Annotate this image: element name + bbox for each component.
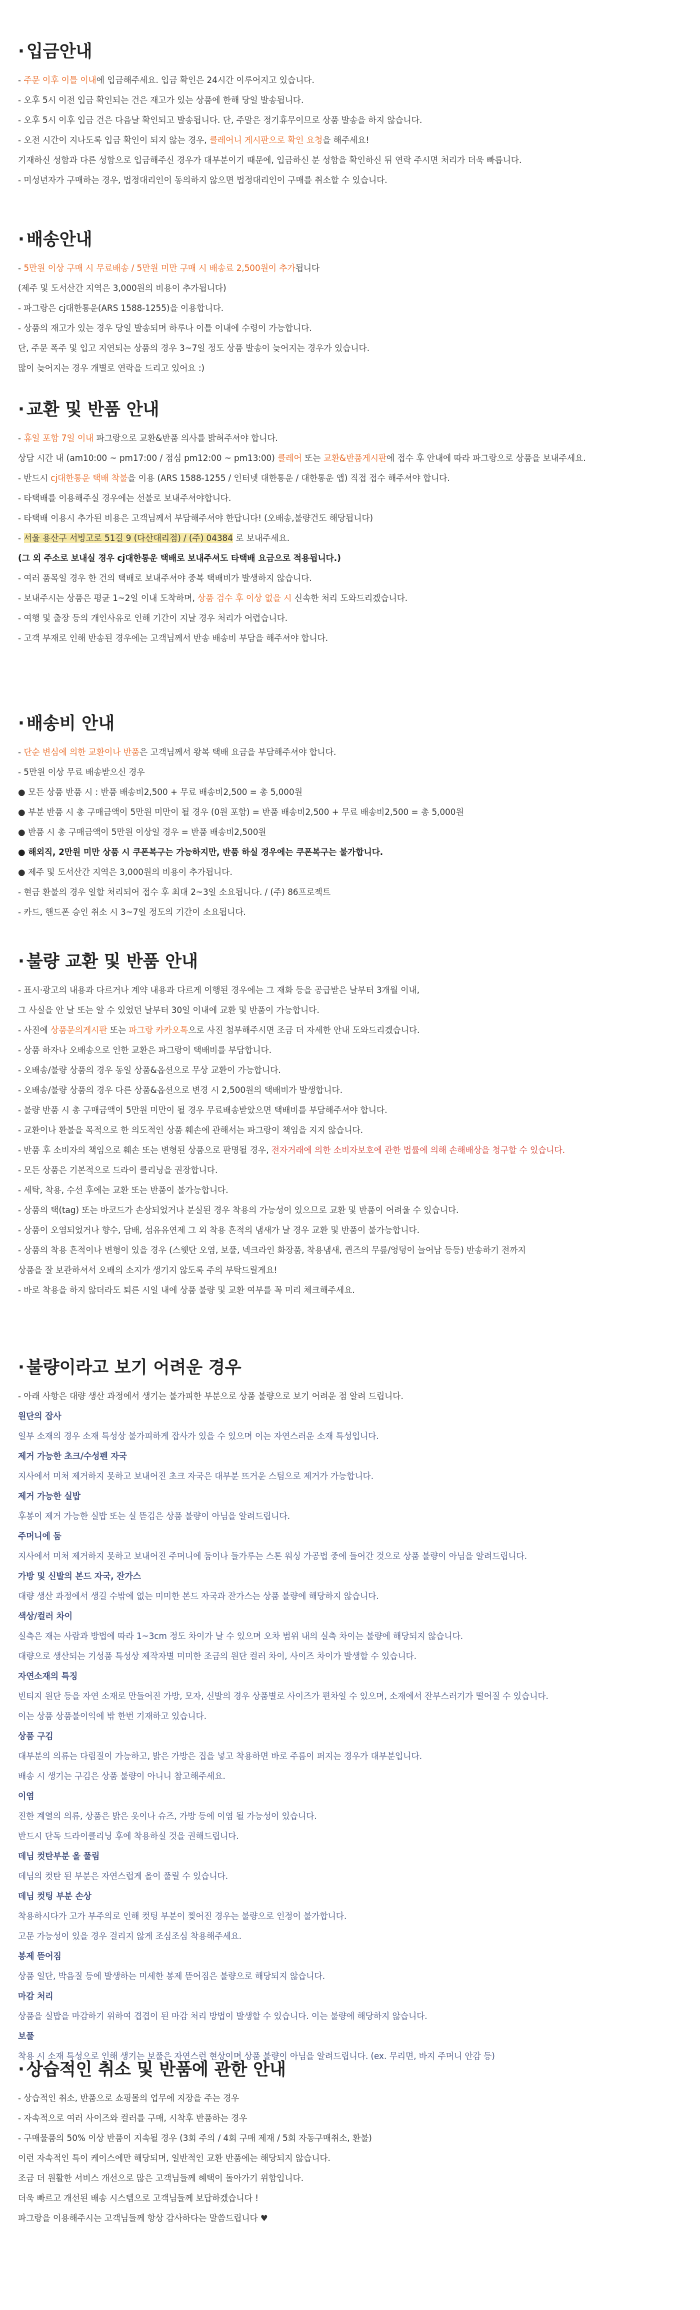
line-text: - 아래 사항은 대량 생산 과정에서 생기는 불가피한 부분으로 상품 불량으로 보기 어려운 점 알려 드립니다. — [18, 1391, 404, 1401]
line-text: 상담 시간 내 (am10:00 ~ pm17:00 / 점심 pm12:00 ~ pm13:00) — [18, 453, 278, 463]
text-line — [18, 1926, 682, 1946]
emphasis-text: 서울 용산구 서빙고로 51길 9 (다산대리점) / (주) 04384 — [23, 533, 233, 543]
subheading-line — [18, 1786, 682, 1806]
subheading-line — [18, 1946, 682, 1966]
line-text: 더욱 빠르고 개선된 배송 시스템으로 고객님들께 보답하겠습니다 ! — [18, 2193, 259, 2203]
text-line — [18, 822, 682, 842]
bullet-icon: · — [18, 400, 25, 420]
text-line — [18, 782, 682, 802]
line-text: 로 보내주세요. — [232, 533, 290, 543]
line-text: - — [18, 533, 24, 543]
line-text: - 오후 5시 이전 입금 확인되는 건은 재고가 있는 상품에 한해 당일 발송됩니다. — [18, 95, 304, 105]
line-text: - 상품이 오염되었거나 향수, 담배, 섬유유연제 그 외 착용 흔적의 냄새가 날 경우 교환 및 반품이 불가능합니다. — [18, 1225, 420, 1235]
line-text: 지사에서 미처 제거하지 못하고 보내어진 초크 자국은 대부분 뜨거운 스팀으로 제거가 가능합니다. — [18, 1471, 374, 1481]
subheading-line — [18, 1446, 682, 1466]
line-text: - 타택배를 이용해주실 경우에는 선불로 보내주셔야합니다. — [18, 493, 232, 503]
text-line — [18, 278, 682, 298]
line-text: - 반품 후 소비자의 책임으로 훼손 또는 변형된 상품으로 판명될 경우, — [18, 1145, 272, 1155]
text-line — [18, 1020, 682, 1040]
line-text: - 카드, 핸드폰 승인 취소 시 3~7일 정도의 기간이 소요됩니다. — [18, 907, 246, 917]
text-line — [18, 568, 682, 588]
text-line — [18, 2188, 682, 2208]
line-text: 일부 소재의 경우 소재 특성상 불가피하게 잡사가 있을 수 있으며 이는 자연스러운 소재 특성입니다. — [18, 1431, 379, 1441]
text-line — [18, 1466, 682, 1486]
line-text: 기재하신 성함과 다른 성함으로 입금해주신 경우가 대부분이기 때문에, 입금하신 분 성함을 확인하신 뒤 연락 주시면 처리가 더욱 빠릅니다. — [18, 155, 522, 165]
line-text: - 불량 반품 시 총 구매금액이 5만원 미만이 될 경우 무료배송받았으면 택배비를 부담해주셔야 합니다. — [18, 1105, 388, 1115]
text-line — [18, 170, 682, 190]
line-text: 데님의 컷탄 된 부분은 자연스럽게 올이 풀릴 수 있습니다. — [18, 1871, 229, 1881]
section-s6 — [18, 1356, 682, 2066]
text-line — [18, 1000, 682, 1020]
text-line — [18, 1260, 682, 1280]
line-text: 반드시 단독 드라이클리닝 후에 착용하실 것을 권해드립니다. — [18, 1831, 239, 1841]
subheading-line — [18, 2026, 682, 2046]
emphasis-text: 전자거래에 의한 소비자보호에 관한 법률에 의해 손해배상을 청구할 수 있습니다. — [271, 1145, 566, 1155]
subheading-line — [18, 1846, 682, 1866]
line-text: 대량으로 생산되는 기성품 특성상 제작자별 미미한 조금의 원단 컬러 차이, 사이즈 차이가 발생할 수 있습니다. — [18, 1651, 417, 1661]
line-text: - 오배송/불량 상품의 경우 다른 상품&옵션으로 변경 시 2,500원의 택배비가 발생합니다. — [18, 1085, 343, 1095]
line-text: - 여행 및 출장 등의 개인사유로 인해 기간이 지날 경우 처리가 어렵습니다. — [18, 613, 288, 623]
line-text: 제거 가능한 실밥 — [18, 1491, 81, 1501]
section-title-text: 상습적인 취소 및 반품에 관한 안내 — [26, 2060, 286, 2080]
text-line — [18, 258, 682, 278]
section-title — [18, 1356, 682, 1380]
line-text: - 여러 품목일 경우 한 건의 택배로 보내주셔야 중복 택배비가 발생하지 않습니다. — [18, 573, 312, 583]
line-text: ● 반품 시 총 구매금액이 5만원 이상일 경우 = 반품 배송비2,500원 — [18, 827, 267, 837]
text-line — [18, 468, 682, 488]
line-text: 이런 자속적인 특이 케이스에만 해당되며, 일반적인 교환 반품에는 해당되지 않습니다. — [18, 2153, 331, 2163]
section-s1 — [18, 40, 682, 190]
text-line — [18, 1686, 682, 1706]
line-text: 또는 — [107, 1025, 129, 1035]
section-s3 — [18, 398, 682, 648]
line-text: - 표시·광고의 내용과 다르거나 계약 내용과 다르게 이행된 경우에는 그 재화 등을 공급받은 날부터 3개월 이내, — [18, 985, 420, 995]
line-text: 을 이용 (ARS 1588-1255 / 인터넷 대한통운 / 대한통운 앱) 직접 접수 해주셔야 합니다. — [127, 473, 450, 483]
section-title — [18, 40, 682, 64]
line-text: 제거 가능한 초크/수성펜 자국 — [18, 1451, 127, 1461]
line-text: 파그랑으로 교환&반품 의사를 밝혀주셔야 합니다. — [93, 433, 278, 443]
text-line — [18, 1506, 682, 1526]
line-text: 단, 주문 폭주 및 입고 지연되는 상품의 경우 3~7일 정도 상품 발송이 늦어지는 경우가 있습니다. — [18, 343, 370, 353]
text-line — [18, 1646, 682, 1666]
emphasis-text: 상품 검수 후 이상 없을 시 — [197, 593, 292, 603]
line-text: - — [18, 75, 24, 85]
text-line — [18, 1586, 682, 1606]
emphasis-text: 휴일 포함 7일 이내 — [23, 433, 94, 443]
line-text: - — [18, 747, 24, 757]
line-text: 조금 더 원활한 서비스 개선으로 많은 고객님들께 혜택이 돌아가기 위함입니다. — [18, 2173, 304, 2183]
text-line — [18, 358, 682, 378]
emphasis-text: cj대한통운 택배 착불 — [50, 473, 128, 483]
text-line — [18, 1806, 682, 1826]
line-text: - 상품의 착용 흔적이나 변형이 있을 경우 (스웻단 오염, 보풀, 넥크라인 화장품, 착용냄새, 퀸즈의 무릎/엉덩이 늘어남 등등) 반송하기 전까지 — [18, 1245, 526, 1255]
text-line — [18, 1080, 682, 1100]
text-line — [18, 1180, 682, 1200]
text-line — [18, 508, 682, 528]
text-line — [18, 588, 682, 608]
bullet-icon: · — [18, 952, 25, 972]
text-line — [18, 70, 682, 90]
text-line — [18, 1040, 682, 1060]
line-text: 상품을 잘 보관하셔서 오배의 소지가 생기지 않도록 주의 부탁드릴게요! — [18, 1265, 278, 1275]
bullet-icon: · — [18, 1358, 25, 1378]
line-text: 또는 — [301, 453, 324, 463]
section-title-text: 교환 및 반품 안내 — [26, 400, 160, 420]
section-title — [18, 2058, 682, 2082]
line-text: 에 입금해주세요. 입금 확인은 24시간 이루어지고 있습니다. — [96, 75, 315, 85]
subheading-line — [18, 1886, 682, 1906]
subheading-line — [18, 1726, 682, 1746]
text-line — [18, 2108, 682, 2128]
line-text: - 미성년자가 구매하는 경우, 법정대리인이 동의하지 않으면 법정대리인이 구매를 취소할 수 있습니다. — [18, 175, 388, 185]
text-line — [18, 2088, 682, 2108]
subheading-line — [18, 1406, 682, 1426]
section-s5 — [18, 950, 682, 1300]
emphasis-text: ● 해외직, 2만원 미만 상품 시 쿠폰복구는 가능하지만, 반품 하실 경우에는 쿠폰복구는 불가합니다. — [18, 847, 384, 857]
line-text: 대부분의 의류는 다림질이 가능하고, 밝은 가방은 집을 넣고 착용하면 바로 주름이 퍼지는 경우가 대부분입니다. — [18, 1751, 422, 1761]
text-line — [18, 1766, 682, 1786]
text-line — [18, 842, 682, 862]
text-line — [18, 628, 682, 648]
text-line — [18, 1160, 682, 1180]
subheading-line — [18, 1486, 682, 1506]
bullet-icon: · — [18, 230, 25, 250]
section-title — [18, 950, 682, 974]
text-line — [18, 742, 682, 762]
line-text: 데님 컷탄부분 올 풀림 — [18, 1851, 100, 1861]
line-text: 대량 생산 과정에서 생길 수밖에 없는 미미한 본드 자국과 잔가스는 상품 불량에 해당하지 않습니다. — [18, 1591, 379, 1601]
text-line — [18, 2006, 682, 2026]
text-line — [18, 1746, 682, 1766]
subheading-line — [18, 1526, 682, 1546]
emphasis-text: 상품문의게시판 — [50, 1025, 108, 1035]
section-title — [18, 398, 682, 422]
section-title — [18, 228, 682, 252]
line-text: 마감 처리 — [18, 1991, 54, 2001]
subheading-line — [18, 1666, 682, 1686]
line-text: 자연소재의 특징 — [18, 1671, 78, 1681]
line-text: - 자속적으로 여러 사이즈와 컬러를 구매, 시착후 반품하는 경우 — [18, 2113, 248, 2123]
text-line — [18, 902, 682, 922]
emphasis-text: 5만원 이상 구매 시 무료배송 / 5만원 미만 구매 시 배송료 2,500원이 추가 — [23, 263, 296, 273]
text-line — [18, 1706, 682, 1726]
line-text: 은 고객님께서 왕복 택배 요금을 부담해주셔야 합니다. — [139, 747, 337, 757]
section-title-text: 입금안내 — [26, 42, 93, 62]
section-title-text: 불량이라고 보기 어려운 경우 — [26, 1358, 242, 1378]
text-line — [18, 1140, 682, 1160]
line-text: - 구매물품의 50% 이상 반품이 지속될 경우 (3회 주의 / 4회 구매 제재 / 5회 자동구매취소, 환불) — [18, 2133, 372, 2143]
line-text: 진한 계열의 의류, 상품은 밝은 옷이나 슈즈, 가방 등에 이염 될 가능성이 있습니다. — [18, 1811, 317, 1821]
text-line — [18, 1626, 682, 1646]
line-text: - 교환이나 환불을 목적으로 한 의도적인 상품 훼손에 관해서는 파그랑이 책임을 지지 않습니다. — [18, 1125, 364, 1135]
text-line — [18, 2148, 682, 2168]
text-line — [18, 318, 682, 338]
subheading-line — [18, 1606, 682, 1626]
subheading-line — [18, 1986, 682, 2006]
line-text: ● 모든 상품 반품 시 : 반품 배송비2,500 + 무료 배송비2,500 = 총 5,000원 — [18, 787, 303, 797]
line-text: 지사에서 미처 제거하지 못하고 보내어진 주머니에 둠이나 들가루는 스톤 워싱 가공법 중에 들어간 것으로 상품 불량이 아님을 알려드립니다. — [18, 1551, 528, 1561]
line-text: 고문 가능성이 있을 경우 걸리지 않게 조심조심 착용해주세요. — [18, 1931, 242, 1941]
line-text: 을 해주세요! — [322, 135, 370, 145]
line-text: ● 부분 반품 시 총 구매금액이 5만원 미만이 될 경우 (0원 포함) = 반품 배송비2,500 + 무료 배송비2,500 = 총 5,000원 — [18, 807, 464, 817]
line-text: 파그랑을 이용해주시는 고객님들께 항상 감사하다는 말씀드립니다 ♥ — [18, 2213, 269, 2223]
line-text: 됩니다 — [295, 263, 320, 273]
line-text: - 오배송/불량 상품의 경우 동일 상품&옵션으로 무상 교환이 가능합니다. — [18, 1065, 281, 1075]
text-line — [18, 2128, 682, 2148]
text-line — [18, 862, 682, 882]
line-text: - — [18, 263, 24, 273]
line-text: - 고객 부재로 인해 반송된 경우에는 고객님께서 반송 배송비 부담을 해주셔야 합니다. — [18, 633, 329, 643]
emphasis-text: 단순 변심에 의한 교환이나 반품 — [23, 747, 140, 757]
text-line — [18, 1120, 682, 1140]
text-line — [18, 1826, 682, 1846]
line-text: 주머니에 둠 — [18, 1531, 62, 1541]
line-text: 상품 구김 — [18, 1731, 54, 1741]
text-line — [18, 90, 682, 110]
text-line — [18, 608, 682, 628]
line-text: 그 사실을 안 날 또는 알 수 있었던 날부터 30일 이내에 교환 및 반품이 가능합니다. — [18, 1005, 320, 1015]
text-line — [18, 428, 682, 448]
bullet-icon: · — [18, 714, 25, 734]
emphasis-text: 클레어 — [277, 453, 302, 463]
text-line — [18, 488, 682, 508]
line-text: - 5만원 이상 무료 배송받으신 경우 — [18, 767, 145, 777]
line-text: 가방 및 신발의 본드 자국, 잔가스 — [18, 1571, 141, 1581]
section-s4 — [18, 712, 682, 922]
text-line — [18, 1240, 682, 1260]
line-text: 배송 시 생기는 구김은 상품 불량이 아니니 참고해주세요. — [18, 1771, 226, 1781]
text-line — [18, 1426, 682, 1446]
text-line — [18, 1280, 682, 1300]
emphasis-text: 교환&반품게시판 — [323, 453, 387, 463]
line-text: - 세탁, 착용, 수선 후에는 교환 또는 반품이 불가능합니다. — [18, 1185, 229, 1195]
line-text: 보풀 — [18, 2031, 35, 2041]
section-title-text: 불량 교환 및 반품 안내 — [26, 952, 198, 972]
section-title-text: 배송비 안내 — [26, 714, 115, 734]
bullet-icon: · — [18, 2060, 25, 2080]
text-line — [18, 130, 682, 150]
line-text: - 반드시 — [18, 473, 51, 483]
text-line — [18, 1200, 682, 1220]
line-text: 상품 일단, 박음질 등에 발생하는 미세한 봉제 뜯어짐은 불량으로 해당되지 않습니다. — [18, 1971, 326, 1981]
text-line — [18, 980, 682, 1000]
line-text: 이염 — [18, 1791, 35, 1801]
text-line — [18, 762, 682, 782]
line-text: 상품을 실밥을 마감하기 위하여 겹겹이 된 마감 처리 방법이 발생할 수 있습니다. 이는 불량에 해당하지 않습니다. — [18, 2011, 428, 2021]
section-title — [18, 712, 682, 736]
line-text: - 모든 상품은 기본적으로 드라이 클리닝을 권장합니다. — [18, 1165, 218, 1175]
line-text: - 현금 환불의 경우 일할 처리되어 접수 후 최대 2~3일 소요됩니다. / (주) 86프로젝트 — [18, 887, 331, 897]
text-line — [18, 1060, 682, 1080]
text-line — [18, 1546, 682, 1566]
text-line — [18, 2208, 682, 2228]
line-text: 에 접수 후 안내에 따라 파그랑으로 상품을 보내주세요. — [386, 453, 586, 463]
line-text: - 오전 시간이 지나도록 입금 확인이 되지 않는 경우, — [18, 135, 210, 145]
text-line — [18, 1220, 682, 1240]
text-line — [18, 298, 682, 318]
section-s2 — [18, 228, 682, 378]
text-line — [18, 150, 682, 170]
line-text: 색상/컬러 차이 — [18, 1611, 73, 1621]
line-text: 실측은 재는 사람과 방법에 따라 1~3cm 정도 차이가 날 수 있으며 오차 범위 내의 실측 차이는 불량에 해당되지 않습니다. — [18, 1631, 464, 1641]
line-text: 원단의 잡사 — [18, 1411, 62, 1421]
line-text: (제주 및 도서산간 지역은 3,000원의 비용이 추가됩니다) — [18, 283, 227, 293]
line-text: 후봉이 제거 가능한 실밥 또는 실 뜯김은 상품 불량이 아님을 알려드립니다. — [18, 1511, 290, 1521]
text-line — [18, 1866, 682, 1886]
line-text: - 파그랑은 cj대한통운(ARS 1588-1255)을 이용합니다. — [18, 303, 224, 313]
emphasis-text: 주문 이후 이틀 이내 — [23, 75, 97, 85]
line-text: - 상품 하자나 오배송으로 인한 교환은 파그랑이 택배비를 부담합니다. — [18, 1045, 272, 1055]
emphasis-text: (그 외 주소로 보내실 경우 cj대한통운 택배로 보내주셔도 타택배 요금으로 적용됩니다.) — [18, 553, 341, 563]
text-line — [18, 802, 682, 822]
line-text: - 상품의 재고가 있는 경우 당일 발송되며 하루나 이틀 이내에 수령이 가능합니다. — [18, 323, 312, 333]
text-line — [18, 548, 682, 568]
line-text: 빈티지 원단 등을 자연 소재로 만들어진 가방, 모자, 신발의 경우 상품별로 사이즈가 편차일 수 있으며, 소재에서 잔부스러기가 떨어질 수 있습니다. — [18, 1691, 549, 1701]
line-text: - 상품의 택(tag) 또는 바코드가 손상되었거나 분실된 경우 착용의 가능성이 있으므로 교환 및 반품이 어려울 수 있습니다. — [18, 1205, 459, 1215]
line-text: 데님 컷팅 부분 손상 — [18, 1891, 92, 1901]
line-text: 착용 시 소재 특성으로 인해 생기는 보풀은 자연스런 현상이며 상품 불량이 아님을 알려드립니다. (ex. 무리면, 바지 주머니 안감 등) — [18, 2051, 495, 2061]
text-line — [18, 1906, 682, 1926]
text-line — [18, 1100, 682, 1120]
text-line — [18, 448, 682, 468]
section-title-text: 배송안내 — [26, 230, 93, 250]
text-line — [18, 1966, 682, 1986]
text-line — [18, 528, 682, 548]
emphasis-text: 파그랑 카카오톡 — [128, 1025, 189, 1035]
line-text: 봉제 뜯어짐 — [18, 1951, 62, 1961]
line-text: - 상습적인 취소, 반품으로 쇼핑몰의 업무에 지장을 주는 경우 — [18, 2093, 240, 2103]
line-text: 많이 늦어지는 경우 개별로 연락을 드리고 있어요 :) — [18, 363, 205, 373]
line-text: - — [18, 433, 24, 443]
line-text: - 사진에 — [18, 1025, 51, 1035]
line-text: - 바로 착용을 하지 않더라도 퇴른 시일 내에 상품 불량 및 교환 여부를 꼭 미리 체크해주세요. — [18, 1285, 355, 1295]
text-line — [18, 1386, 682, 1406]
text-line — [18, 110, 682, 130]
line-text: 착용하시다가 고가 부주의로 인해 컷팅 부분이 찢어진 경우는 불량으로 인정이 불가합니다. — [18, 1911, 347, 1921]
bullet-icon: · — [18, 42, 25, 62]
section-s7 — [18, 2058, 682, 2228]
line-text: 이는 상품 상품불이익에 밖 한번 기재하고 있습니다. — [18, 1711, 207, 1721]
line-text: - 타택배 이용시 추가된 비용은 고객님께서 부담해주셔야 한답니다! (오배송,불량건도 해당됩니다) — [18, 513, 374, 523]
line-text: 으로 사진 첨부해주시면 조금 더 자세한 안내 도와드리겠습니다. — [188, 1025, 420, 1035]
text-line — [18, 882, 682, 902]
emphasis-text: 클레어니 게시판으로 확인 요청 — [209, 135, 323, 145]
line-text: ● 제주 및 도서산간 지역은 3,000원의 비용이 추가됩니다. — [18, 867, 233, 877]
line-text: - 오후 5시 이후 입금 건은 다음날 확인되고 발송됩니다. 단, 주말은 정기휴무이므로 상품 발송을 하지 않습니다. — [18, 115, 423, 125]
text-line — [18, 2168, 682, 2188]
text-line — [18, 338, 682, 358]
line-text: 신속한 처리 도와드리겠습니다. — [291, 593, 408, 603]
line-text: - 보내주시는 상품은 평균 1~2일 이내 도착하며, — [18, 593, 198, 603]
subheading-line — [18, 1566, 682, 1586]
